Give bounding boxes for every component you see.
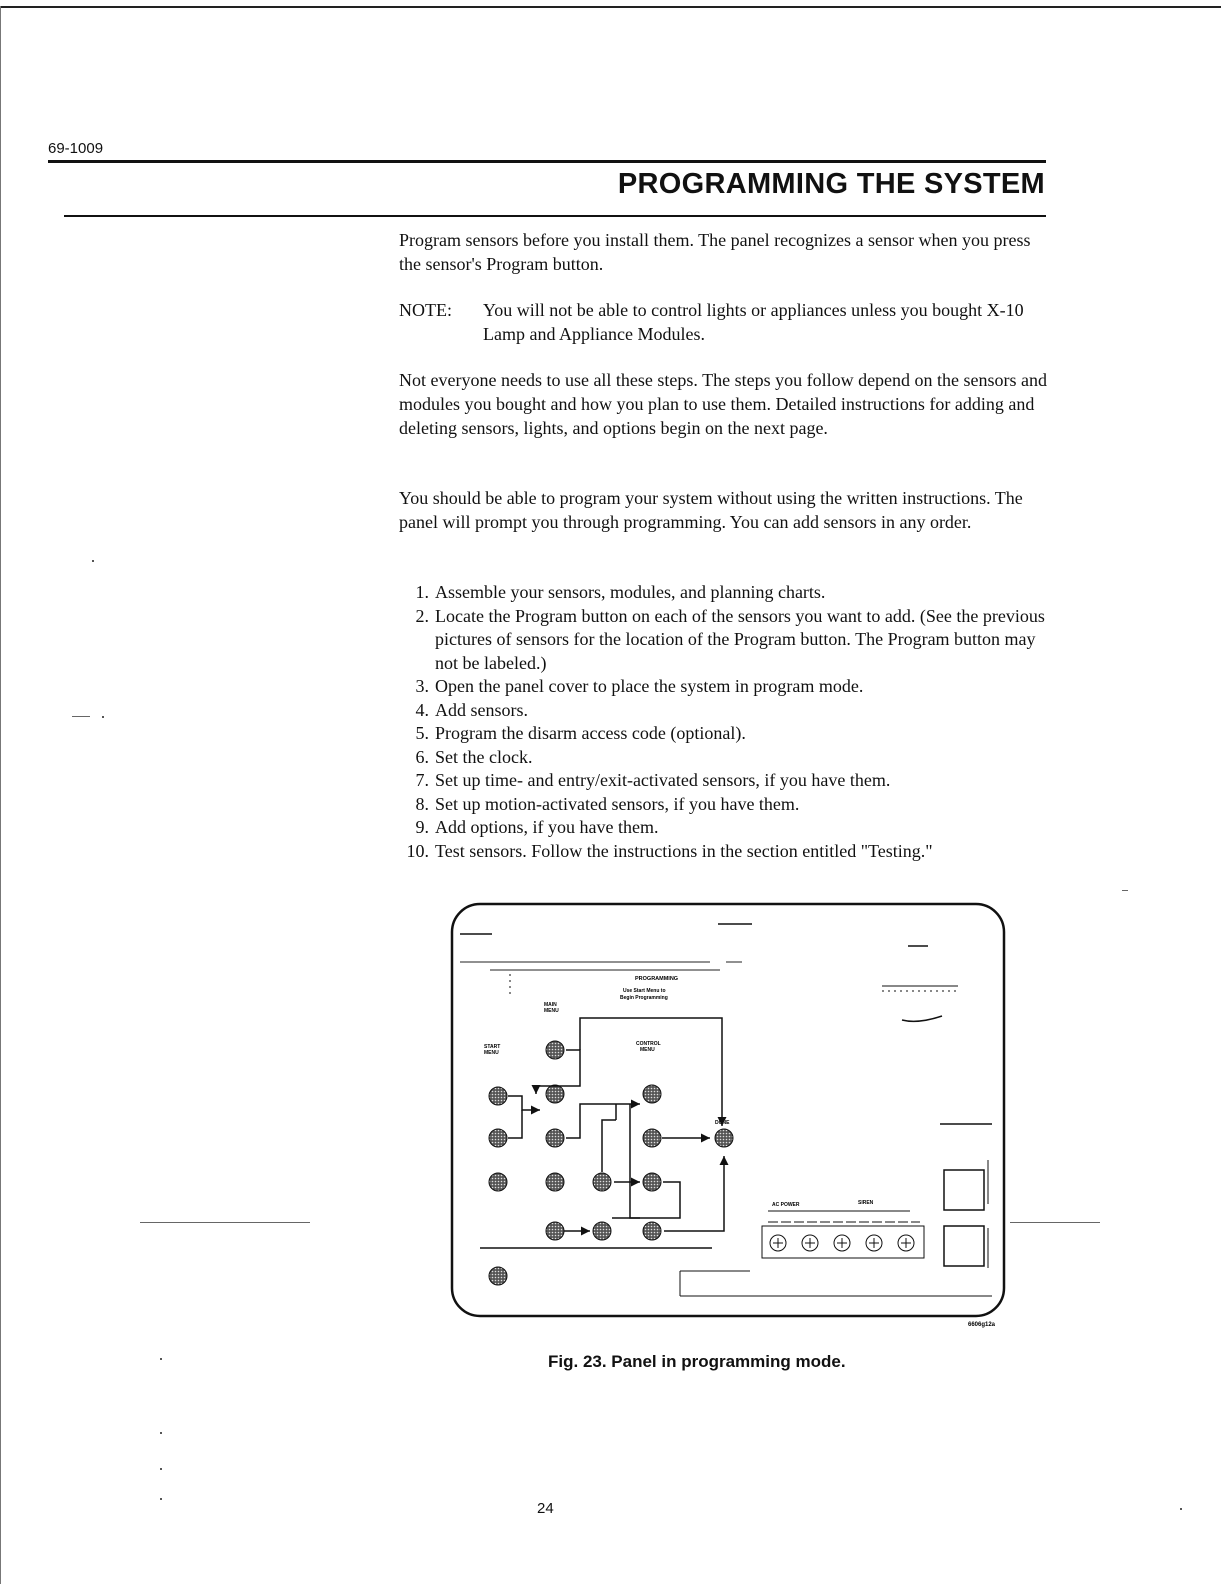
panel-button xyxy=(546,1222,564,1240)
step-item xyxy=(399,816,1049,840)
figure-caption: Fig. 23. Panel in programming mode. xyxy=(548,1352,846,1371)
step-text: Add options, if you have them. xyxy=(435,817,659,837)
panel-button xyxy=(489,1087,507,1105)
scan-speck xyxy=(92,560,94,562)
scan-speck xyxy=(160,1358,162,1360)
control-menu-label-1: CONTROL xyxy=(636,1041,661,1047)
steps-overview-paragraph: Not everyone needs to use all these steps. The steps you follow depend on the sensors and modules you bought and how you plan to use them. Detailed instructions for adding and deleting sensors, lights, and options begin on the next page. xyxy=(399,370,1048,438)
step-text: Assemble your sensors, modules, and planning charts. xyxy=(435,582,826,602)
programming-label: PROGRAMMING xyxy=(635,976,679,982)
panel-button xyxy=(643,1222,661,1240)
panel-button xyxy=(643,1085,661,1103)
panel-button xyxy=(489,1267,507,1285)
step-number: 3. xyxy=(415,676,429,696)
done-label: DONE xyxy=(715,1120,730,1126)
step-item xyxy=(399,793,1049,817)
step-number: 8. xyxy=(415,793,429,814)
panel-button xyxy=(546,1041,564,1059)
step-item xyxy=(399,675,1049,699)
step-text: Set up motion-activated sensors, if you have them. xyxy=(435,793,800,814)
document-number: 69-1009 xyxy=(48,140,104,157)
step-item xyxy=(399,769,1049,793)
page-number: 24 xyxy=(537,1500,554,1517)
step-item xyxy=(399,581,1049,605)
panel-button xyxy=(546,1173,564,1191)
main-menu-label-2: MENU xyxy=(544,1008,559,1014)
control-menu-label-2: MENU xyxy=(640,1047,655,1053)
instructions-line-1: Use Start Menu to xyxy=(623,988,666,994)
start-menu-label-1: START xyxy=(484,1044,501,1050)
step-number: 9. xyxy=(415,817,429,837)
step-item xyxy=(399,605,1049,676)
panel-button xyxy=(489,1129,507,1147)
panel-mark xyxy=(902,1016,942,1021)
scan-speck xyxy=(1180,1508,1182,1510)
step-item xyxy=(399,746,1049,770)
scan-dash xyxy=(1010,1222,1100,1223)
step-text: Add sensors. xyxy=(435,699,528,720)
intro-paragraph: Program sensors before you install them. The panel recognizes a sensor when you press the sensor's Program button. xyxy=(399,230,1031,274)
start-menu-label-2: MENU xyxy=(484,1050,499,1056)
step-text: Set the clock. xyxy=(435,746,533,767)
connector-box xyxy=(944,1170,984,1210)
siren-label: SIREN xyxy=(858,1200,874,1206)
scan-speck xyxy=(72,716,90,717)
instructions-line-2: Begin Programming xyxy=(620,995,668,1001)
scan-speck xyxy=(102,716,104,718)
prompting-paragraph: You should be able to program your system without using the written instructions. The panel will prompt you through programming. You can add sensors in any order. xyxy=(399,488,1023,532)
panel-button xyxy=(593,1222,611,1240)
step-number: 2. xyxy=(415,605,429,626)
step-text: Set up time- and entry/exit-activated sensors, if you have them. xyxy=(435,770,891,790)
note-label: NOTE: xyxy=(399,300,452,320)
step-number: 1. xyxy=(415,582,429,602)
step-item xyxy=(399,699,1049,723)
terminal-screw-slots xyxy=(773,1238,911,1248)
panel-button xyxy=(489,1173,507,1191)
step-item xyxy=(399,840,1049,864)
ac-power-label: AC POWER xyxy=(772,1202,800,1208)
page-left-border xyxy=(0,6,1,1584)
header-rule-bottom xyxy=(64,215,1046,217)
panel-button xyxy=(546,1129,564,1147)
step-text: Program the disarm access code (optional). xyxy=(435,723,746,743)
scan-speck xyxy=(160,1498,162,1500)
connector-box xyxy=(944,1226,984,1266)
scan-speck xyxy=(160,1468,162,1470)
scan-speck xyxy=(160,1432,162,1434)
step-number: 5. xyxy=(415,723,429,743)
scan-speck xyxy=(1122,890,1128,891)
steps-list xyxy=(399,581,1049,863)
step-text: Locate the Program button on each of the sensors you want to add. (See the previous pictures of sensors for the location of the Program button. The Program button may not be labeled.) xyxy=(435,605,1045,673)
note-block xyxy=(399,298,1049,346)
scan-dash xyxy=(140,1222,310,1223)
step-text: Test sensors. Follow the instructions in the section entitled "Testing." xyxy=(435,840,933,861)
panel-figure xyxy=(440,898,1020,1338)
panel-button xyxy=(715,1129,733,1147)
section-title: PROGRAMMING THE SYSTEM xyxy=(617,168,1045,200)
figure-code: 6606g12a xyxy=(968,1322,996,1328)
step-text: Open the panel cover to place the system in program mode. xyxy=(435,676,864,696)
step-item xyxy=(399,722,1049,746)
step-number: 7. xyxy=(415,770,429,790)
header-rule-top xyxy=(48,160,1046,163)
panel-button xyxy=(546,1085,564,1103)
main-menu-label-1: MAIN xyxy=(544,1002,557,1008)
note-text: You will not be able to control lights or appliances unless you bought X-10 Lamp and Appliance Modules. xyxy=(483,300,1024,344)
step-number: 6. xyxy=(415,746,429,767)
panel-button xyxy=(643,1129,661,1147)
step-number: 10. xyxy=(406,840,429,861)
panel-button xyxy=(643,1173,661,1191)
flow-arrows xyxy=(508,1018,724,1231)
panel-button xyxy=(593,1173,611,1191)
step-number: 4. xyxy=(415,699,429,720)
page-top-border xyxy=(0,6,1221,8)
